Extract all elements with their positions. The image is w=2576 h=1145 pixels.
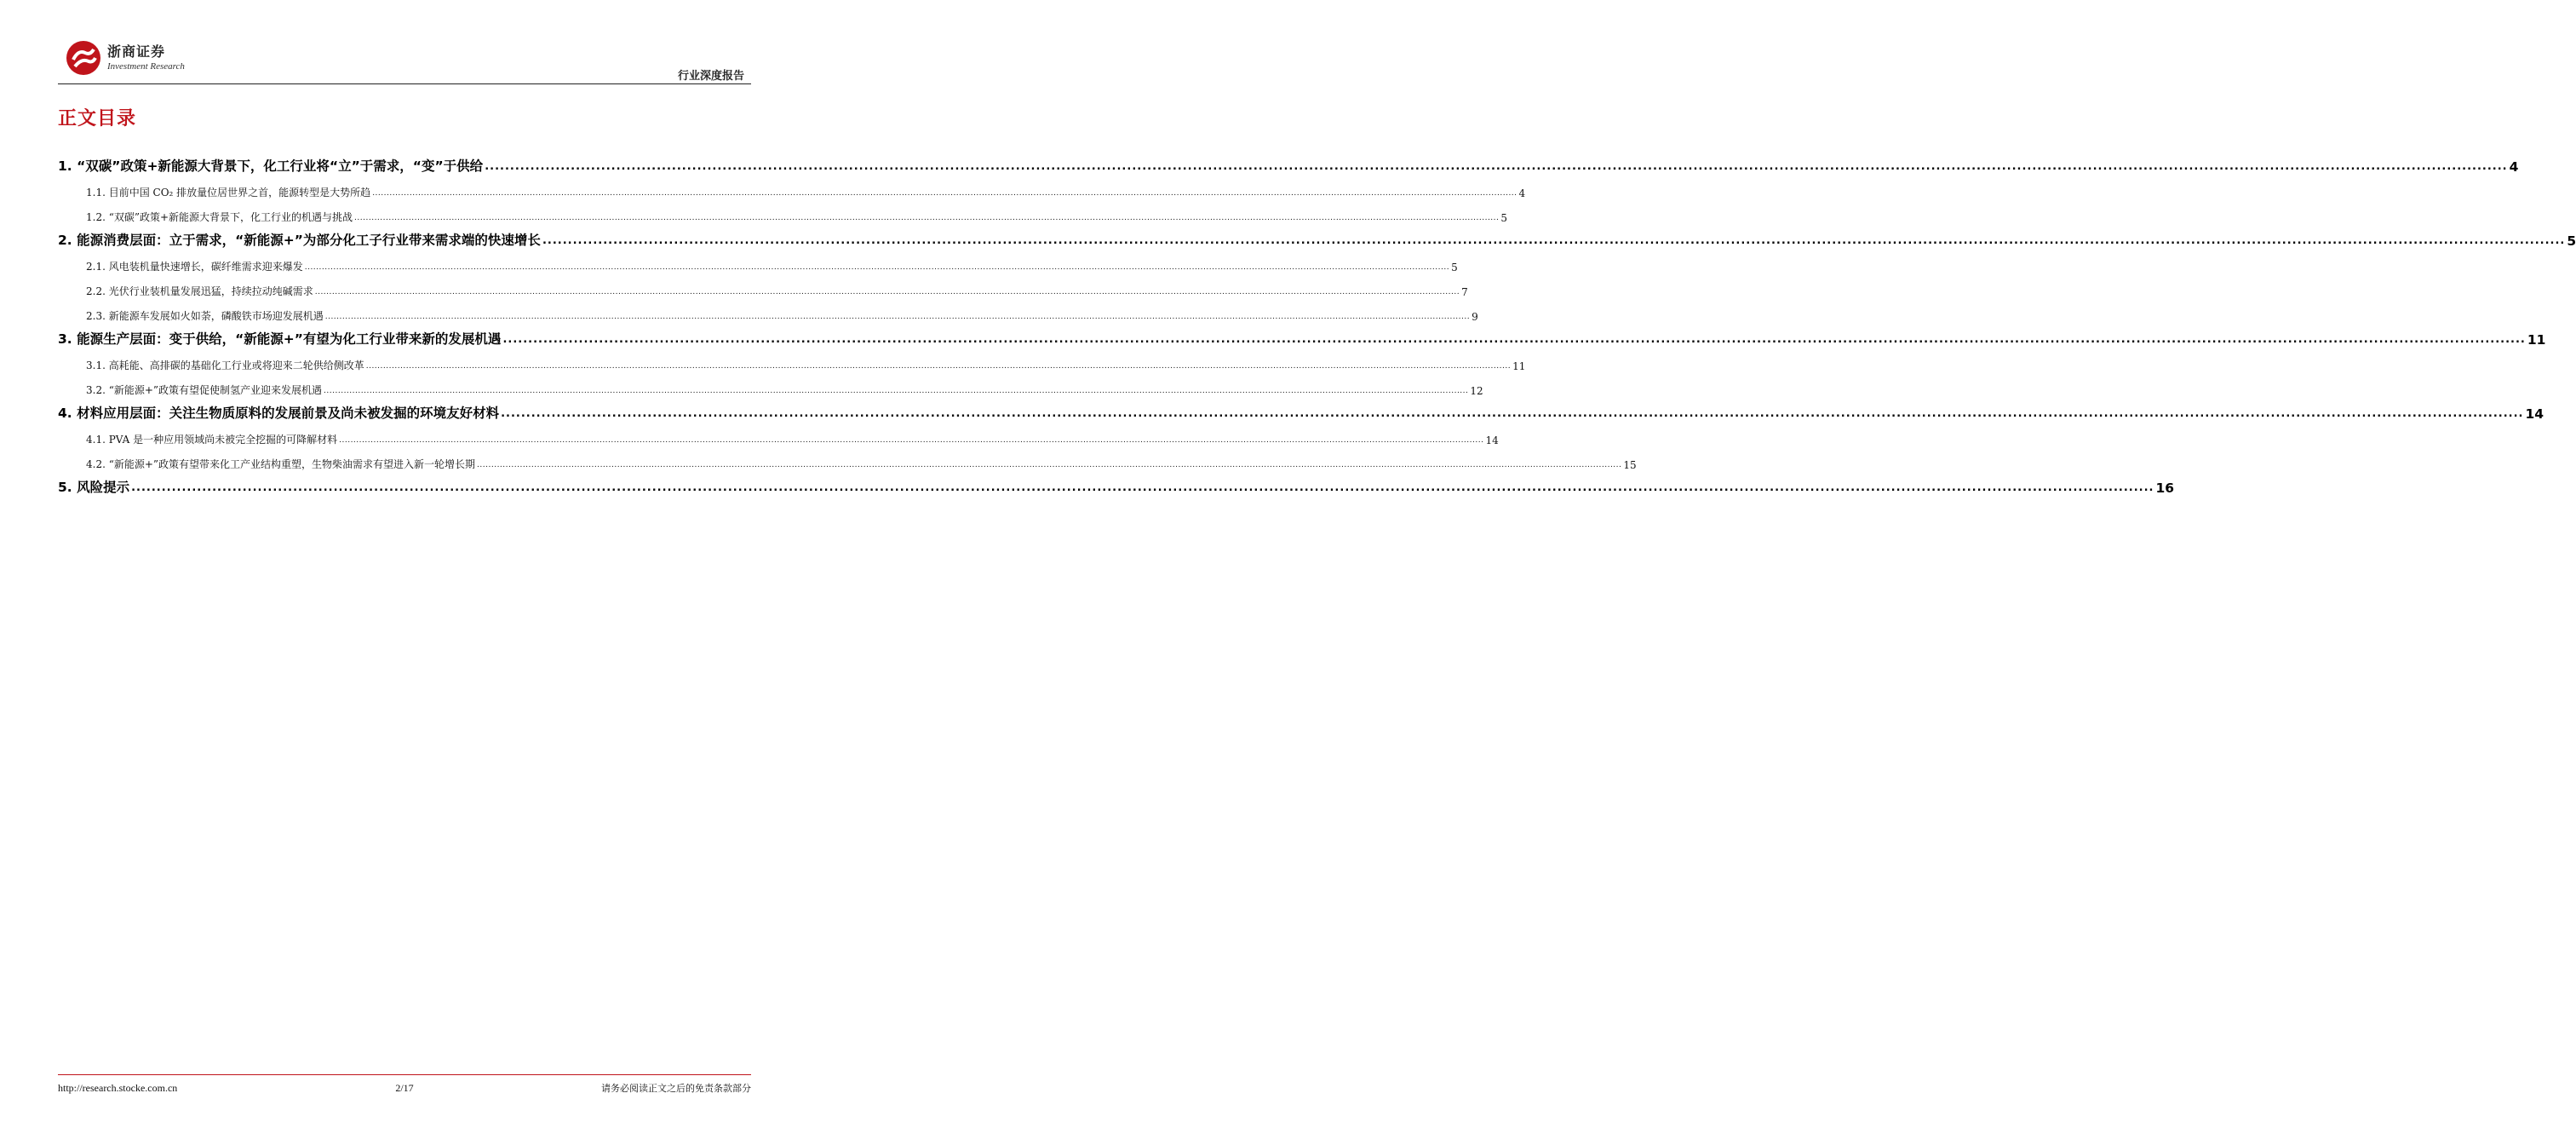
toc-entry-label: 2. 能源消费层面：立于需求，“新能源+”为部分化工子行业带来需求端的快速增长: [58, 233, 541, 248]
toc-entry-subsection[interactable]: [58, 175, 1526, 199]
toc-entry-section[interactable]: [58, 224, 2576, 249]
toc-entry-label: 2.3. 新能源车发展如火如荼，磷酸铁市场迎发展机遇: [86, 310, 324, 322]
toc-entry-subsection[interactable]: [58, 298, 1478, 323]
toc-leader-dots: ................................................................................................................................................................................................................................................................................................................................................................................................................: [314, 288, 1460, 296]
toc-entry-section[interactable]: [58, 150, 2519, 175]
toc-entry-label: 4.2. “新能源+”政策有望带来化工产业结构重塑，生物柴油需求有望进入新一轮增长期: [86, 458, 476, 470]
toc-leader-dots: ................................................................................................................................................................................................................................................................................................................................................................................................................: [372, 189, 1517, 198]
toc-entry-label: 1.1. 目前中国 CO₂ 排放量位居世界之首，能源转型是大势所趋: [86, 187, 371, 199]
toc-entry-page: 5: [1451, 262, 1458, 273]
toc-entry-page: 16: [2155, 480, 2175, 496]
footer-page-number: 2/17: [395, 1082, 414, 1094]
toc-title: 正文目录: [58, 108, 137, 129]
toc-entry-label: 1. “双碳”政策+新能源大背景下，化工行业将“立”于需求，“变”于供给: [58, 158, 484, 174]
toc-entry-label: 4.1. PVA 是一种应用领域尚未被完全挖掘的可降解材料: [86, 434, 338, 446]
toc-leader-dots: ................................................................................................................................................................................................................................................................................................................................................................................................................: [304, 263, 1450, 272]
toc-entry-page: 7: [1461, 286, 1468, 298]
toc-leader-dots: ................................................................................................................................................................................................................................................................................................................................................................................................................: [365, 362, 1512, 371]
toc-entry-page: 14: [1485, 434, 1499, 446]
toc-entry-subsection[interactable]: [58, 446, 1637, 471]
toc-entry-subsection[interactable]: [58, 372, 1483, 397]
toc-entry-label: 2.1. 风电装机量快速增长，碳纤维需求迎来爆发: [86, 261, 303, 273]
toc-entry-label: 5. 风险提示: [58, 480, 130, 495]
toc-entry-label: 3. 能源生产层面：变于供给，“新能源+”有望为化工行业带来新的发展机遇: [58, 331, 502, 347]
footer-url[interactable]: http://research.stocke.com.cn: [58, 1082, 178, 1094]
toc-entry-page: 14: [2525, 406, 2544, 422]
toc-entry-section[interactable]: [58, 323, 2546, 348]
toc-entry-subsection[interactable]: [58, 348, 1526, 372]
toc-entry-label: 3.2. “新能源+”政策有望促使制氢产业迎来发展机遇: [86, 384, 323, 396]
footer-disclaimer: 请务必阅读正文之后的免责条款部分: [601, 1083, 751, 1094]
toc-entry-subsection[interactable]: [58, 422, 1499, 446]
toc-leader-dots: ................................................................................................................................................................................................................................................................................................................................................................................................................: [131, 481, 2154, 494]
toc-leader-dots: ................................................................................................................................................................................................................................................................................................................................................................................................................: [502, 333, 2526, 346]
toc-entry-page: 5: [1500, 212, 1508, 224]
toc-entry-label: 3.1. 高耗能、高排碳的基础化工行业或将迎来二轮供给侧改革: [86, 360, 364, 371]
toc-entry-subsection[interactable]: [58, 199, 1508, 224]
report-type-label: 行业深度报告: [677, 70, 744, 83]
toc-entry-label: 2.2. 光伏行业装机量发展迅猛，持续拉动纯碱需求: [86, 285, 313, 297]
company-logo: [65, 37, 184, 80]
toc-entry-page: 12: [1470, 385, 1483, 397]
toc-entry-page: 5: [2567, 233, 2576, 249]
toc-leader-dots: ................................................................................................................................................................................................................................................................................................................................................................................................................: [354, 214, 1500, 222]
toc-entry-page: 11: [1512, 360, 1526, 372]
footer-divider: [58, 1074, 751, 1075]
toc-entry-page: 4: [2509, 159, 2519, 175]
toc-leader-dots: ................................................................................................................................................................................................................................................................................................................................................................................................................: [339, 436, 1484, 445]
table-of-contents: [58, 150, 2576, 496]
toc-entry-subsection[interactable]: [58, 273, 1468, 298]
toc-entry-page: 15: [1623, 459, 1637, 471]
toc-entry-section[interactable]: [58, 471, 2175, 496]
toc-entry-label: 4. 材料应用层面：关注生物质原料的发展前景及尚未被发掘的环境友好材料: [58, 406, 500, 421]
toc-entry-label: 1.2. “双碳”政策+新能源大背景下，化工行业的机遇与挑战: [86, 211, 353, 223]
toc-leader-dots: ................................................................................................................................................................................................................................................................................................................................................................................................................: [477, 461, 1622, 469]
toc-entry-section[interactable]: [58, 397, 2544, 422]
toc-leader-dots: ................................................................................................................................................................................................................................................................................................................................................................................................................: [485, 160, 2508, 173]
toc-leader-dots: ................................................................................................................................................................................................................................................................................................................................................................................................................: [324, 387, 1469, 395]
toc-entry-subsection[interactable]: [58, 249, 1458, 273]
toc-entry-page: 11: [2527, 332, 2546, 348]
toc-entry-page: 9: [1472, 311, 1478, 323]
toc-leader-dots: ................................................................................................................................................................................................................................................................................................................................................................................................................: [324, 313, 1471, 321]
toc-leader-dots: ................................................................................................................................................................................................................................................................................................................................................................................................................: [542, 234, 2566, 247]
logo-english-name: Investment Research: [107, 61, 185, 72]
header-divider: [58, 83, 751, 84]
logo-chinese-name: 浙商证券: [107, 43, 166, 60]
logo-emblem-icon: [65, 39, 102, 77]
toc-entry-page: 4: [1518, 187, 1526, 199]
toc-leader-dots: ................................................................................................................................................................................................................................................................................................................................................................................................................: [501, 407, 2524, 420]
